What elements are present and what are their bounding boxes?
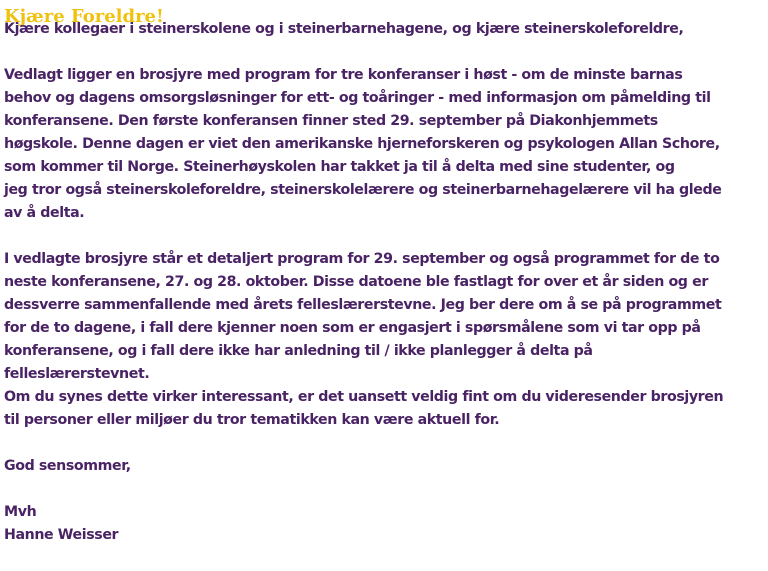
paragraph-1-line: som kommer til Norge. Steinerhøyskolen har takket ja til å delta med sine studenter, og xyxy=(4,159,675,175)
paragraph-2-line: I vedlagte brosjyre står et detaljert program for 29. september og også programmet for de to xyxy=(4,251,720,267)
paragraph-1-line: behov og dagens omsorgsløsninger for ett- og toåringer - med informasjon om påmelding til xyxy=(4,90,711,106)
paragraph-2-line: dessverre sammenfallende med årets felleslærerstevne. Jeg ber dere om å se på programmet xyxy=(4,297,722,313)
salutation-line: Kjære kollegaer i steinerskolene og i steinerbarnehagene, og kjære steinerskoleforeldre, xyxy=(4,21,684,37)
paragraph-1-line: av å delta. xyxy=(4,205,85,221)
letter-document xyxy=(4,0,766,547)
paragraph-2-line: neste konferansene, 27. og 28. oktober. Disse datoene ble fastlagt for over et år siden og er xyxy=(4,274,708,290)
paragraph-spacer xyxy=(4,225,766,248)
paragraph-1 xyxy=(4,64,766,225)
paragraph-spacer xyxy=(4,478,766,501)
letter-heading: Kjære Foreldre! xyxy=(4,6,164,27)
paragraph-2-line: Om du synes dette virker interessant, er det uansett veldig fint om du videresender brosjyren xyxy=(4,389,724,405)
paragraph-spacer xyxy=(4,41,766,64)
closing-line: God sensommer, xyxy=(4,458,131,474)
paragraph-2-line: til personer eller miljøer du tror tematikken kan være aktuell for. xyxy=(4,412,500,428)
paragraph-2-line: felleslærerstevnet. xyxy=(4,366,150,382)
paragraph-1-line: Vedlagt ligger en brosjyre med program for tre konferanser i høst - om de minste barnas xyxy=(4,67,683,83)
signature-line: Hanne Weisser xyxy=(4,527,119,543)
paragraph-spacer xyxy=(4,432,766,455)
paragraph-2 xyxy=(4,248,766,432)
signoff-line: Mvh xyxy=(4,504,37,520)
paragraph-1-line: konferansene. Den første konferansen finner sted 29. september på Diakonhjemmets xyxy=(4,113,658,129)
paragraph-1-line: jeg tror også steinerskoleforeldre, steinerskolelærere og steinerbarnehagelærere vil ha glede xyxy=(4,182,722,198)
paragraph-2-line: konferansene, og i fall dere ikke har anledning til / ikke planlegger å delta på xyxy=(4,343,593,359)
paragraph-2-line: for de to dagene, i fall dere kjenner noen som er engasjert i spørsmålene som vi tar opp på xyxy=(4,320,701,336)
paragraph-1-line: høgskole. Denne dagen er viet den amerikanske hjerneforskeren og psykologen Allan Schore, xyxy=(4,136,720,152)
